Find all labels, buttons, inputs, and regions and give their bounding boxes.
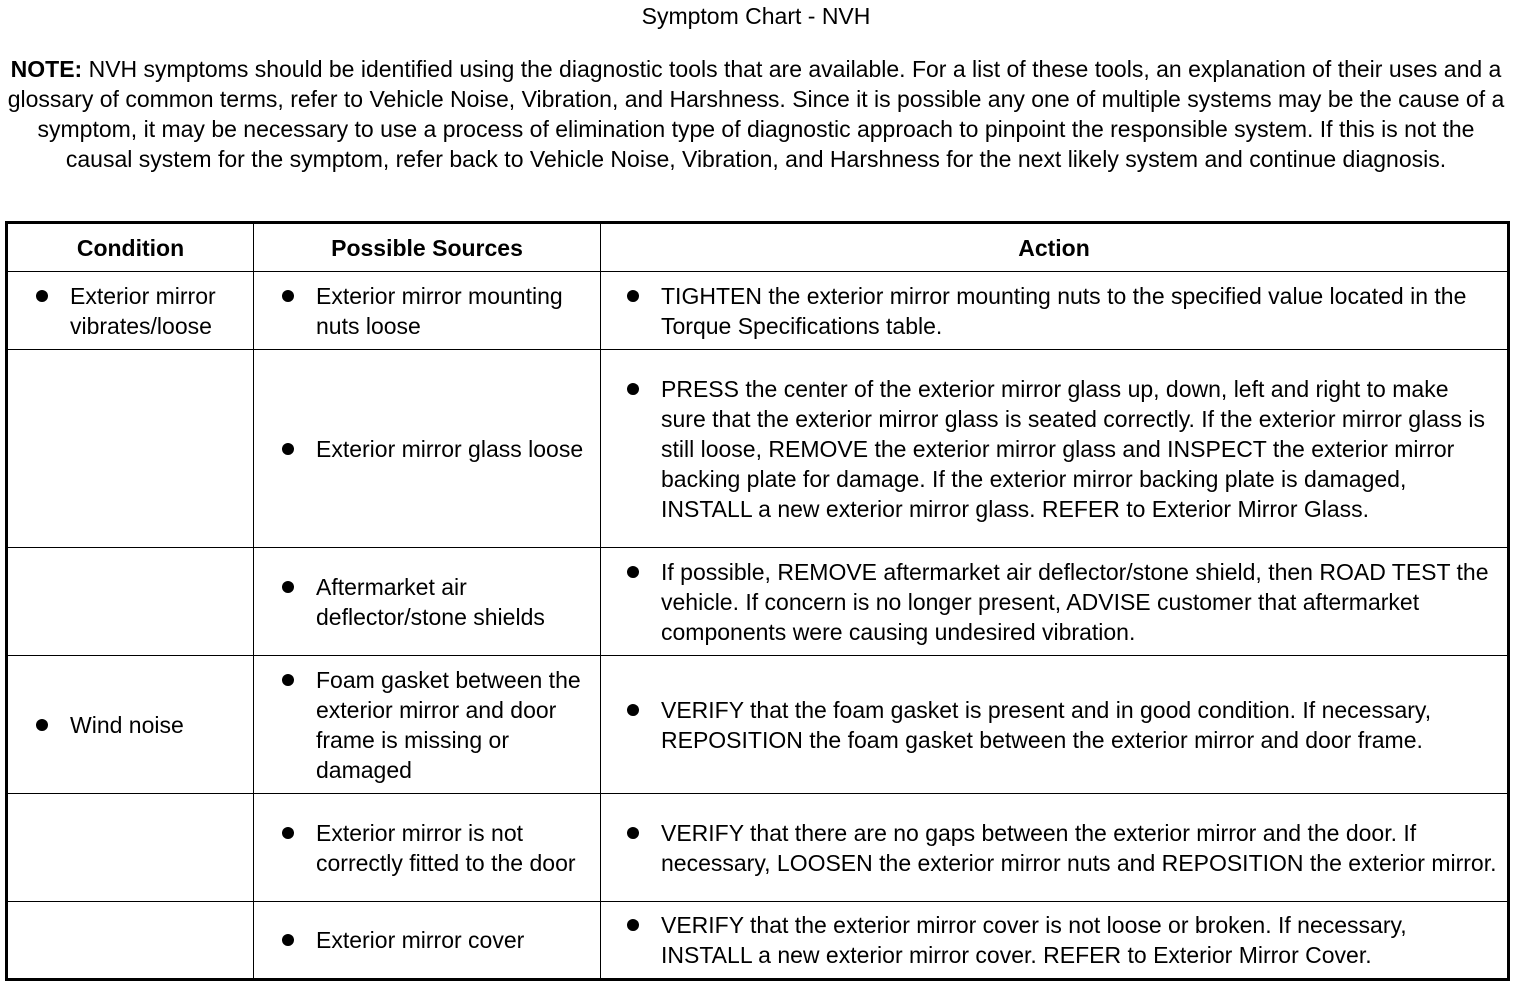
bullet-item [254,434,600,464]
bullet-icon [627,827,639,839]
action-cell [601,902,1509,980]
condition-cell-text: Exterior mirror vibrates/loose [70,282,216,339]
condition-cell-text: Wind noise [70,711,184,738]
bullet-icon [627,566,639,578]
possible-source-cell [254,272,601,350]
bullet-item [8,710,253,740]
action-cell [601,272,1509,350]
possible-source-cell [254,350,601,548]
action-cell [601,656,1509,794]
bullet-item [601,281,1507,341]
possible-source-cell-text: Exterior mirror is not correctly fitted to the door [316,819,576,876]
condition-cell [7,794,254,902]
header-condition: Condition [7,223,254,272]
bullet-icon [627,290,639,302]
bullet-item [601,695,1507,755]
action-cell-text: PRESS the center of the exterior mirror glass up, down, left and right to make sure that the exterior mirror glass is seated correctly. If the exterior mirror glass is still loose, REMOVE the exterior mirror glass and INSPECT the exterior mirror backing plate for damage. If the exterior mirror backing plate is damaged, INSTALL a new exterior mirror glass. REFER to Exterior Mirror Glass. [661,375,1486,522]
action-cell-text: TIGHTEN the exterior mirror mounting nuts to the specified value located in the Torque Specifications table. [661,282,1467,339]
table-row [7,350,1509,548]
possible-source-cell [254,548,601,656]
table-row [7,272,1509,350]
action-cell-text: VERIFY that there are no gaps between the exterior mirror and the door. If necessary, LOOSEN the exterior mirror nuts and REPOSITION the exterior mirror. [661,819,1497,876]
note-label: NOTE: [10,56,83,82]
bullet-icon [282,581,294,593]
note-text: NVH symptoms should be identified using the diagnostic tools that are available. For a list of these tools, an explanation of their uses and a glossary of common terms, refer to Vehicle Noise, Vibration, and Harshness. Since it is possible any one of multiple systems may be the cause of a symptom, it may be necessary to use a process of elimination type of diagnostic approach to pinpoint the responsible system. If this is not the causal system for the symptom, refer back to Vehicle Noise, Vibration, and Harshness for the next likely system and continue diagnosis. [7,56,1505,172]
bullet-icon [36,719,48,731]
bullet-item [601,557,1507,647]
condition-cell [7,350,254,548]
bullet-item [601,910,1507,970]
page-title: Symptom Chart - NVH [641,3,871,29]
action-cell [601,548,1509,656]
bullet-item [254,281,600,341]
table-row [7,656,1509,794]
table-row [7,794,1509,902]
action-cell-text: VERIFY that the exterior mirror cover is not loose or broken. If necessary, INSTALL a new exterior mirror cover. REFER to Exterior Mirror Cover. [661,912,1407,968]
note-paragraph [6,54,1506,174]
bullet-item [8,281,253,341]
table-header-row [7,223,1509,272]
bullet-icon [282,674,294,686]
bullet-item [254,818,600,878]
bullet-item [254,925,600,955]
possible-source-cell-text: Exterior mirror glass loose [316,435,584,462]
header-action: Action [601,223,1509,272]
condition-cell [7,656,254,794]
bullet-icon [627,919,639,931]
possible-source-cell [254,902,601,980]
bullet-item [254,665,600,785]
condition-cell [7,272,254,350]
bullet-item [254,572,600,632]
action-cell [601,794,1509,902]
bullet-item [601,818,1507,878]
possible-source-cell-text: Aftermarket air deflector/stone shields [316,573,545,630]
bullet-icon [282,827,294,839]
possible-source-cell [254,656,601,794]
bullet-icon [627,383,639,395]
possible-source-cell-text: Foam gasket between the exterior mirror and door frame is missing or damaged [316,666,581,783]
bullet-icon [282,934,294,946]
bullet-item [601,374,1507,524]
possible-source-cell [254,794,601,902]
table-row [7,902,1509,980]
symptom-chart-table [5,221,1510,981]
bullet-icon [36,290,48,302]
possible-source-cell-text: Exterior mirror cover [316,927,525,953]
table-row [7,548,1509,656]
header-possible-sources: Possible Sources [254,223,601,272]
action-cell [601,350,1509,548]
action-cell-text: If possible, REMOVE aftermarket air deflector/stone shield, then ROAD TEST the vehicle. If concern is no longer present, ADVISE customer that aftermarket components were causing undesired vibration. [661,558,1489,645]
action-cell-text: VERIFY that the foam gasket is present and in good condition. If necessary, REPOSITION the foam gasket between the exterior mirror and door frame. [661,696,1432,753]
condition-cell [7,902,254,980]
bullet-icon [282,443,294,455]
bullet-icon [627,704,639,716]
possible-source-cell-text: Exterior mirror mounting nuts loose [316,282,563,339]
condition-cell [7,548,254,656]
bullet-icon [282,290,294,302]
